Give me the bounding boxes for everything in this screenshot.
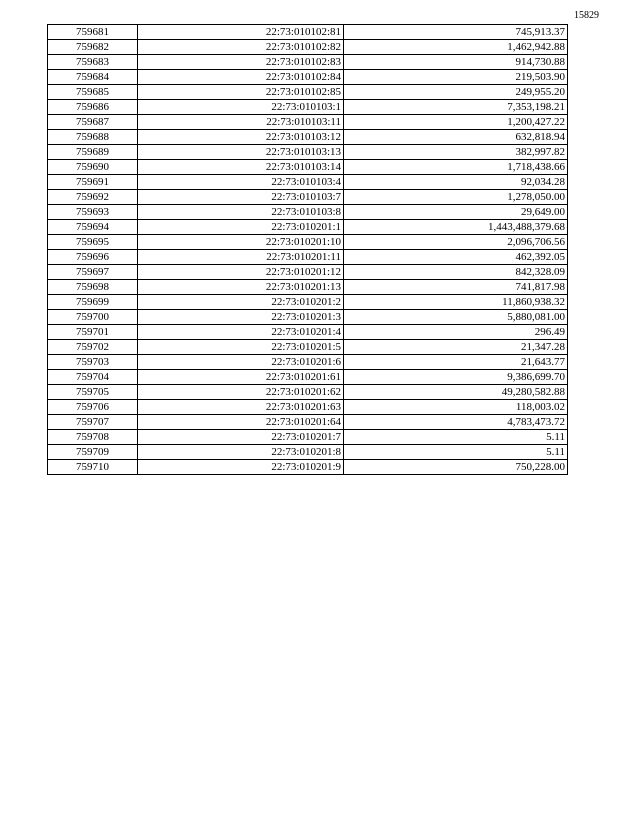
amount-cell: 219,503.90 [344,70,568,85]
table-row [48,160,568,175]
cadastral-code-cell: 22:73:010103:4 [138,175,344,190]
row-id-cell: 759707 [48,415,138,430]
amount-cell: 842,328.09 [344,265,568,280]
ledger-table [47,24,568,475]
row-id-cell: 759692 [48,190,138,205]
table-row [48,55,568,70]
cadastral-code-cell: 22:73:010201:8 [138,445,344,460]
amount-cell: 5.11 [344,430,568,445]
row-id-cell: 759694 [48,220,138,235]
cadastral-code-cell: 22:73:010201:63 [138,400,344,415]
cadastral-code-cell: 22:73:010201:6 [138,355,344,370]
amount-cell: 1,462,942.88 [344,40,568,55]
table-row [48,85,568,100]
row-id-cell: 759696 [48,250,138,265]
table-row [48,190,568,205]
cadastral-code-cell: 22:73:010102:82 [138,40,344,55]
amount-cell: 21,643.77 [344,355,568,370]
amount-cell: 632,818.94 [344,130,568,145]
amount-cell: 249,955.20 [344,85,568,100]
row-id-cell: 759708 [48,430,138,445]
row-id-cell: 759709 [48,445,138,460]
table-row [48,400,568,415]
page-number: 15829 [574,10,599,21]
table-row [48,415,568,430]
cadastral-code-cell: 22:73:010102:83 [138,55,344,70]
cadastral-code-cell: 22:73:010201:62 [138,385,344,400]
table-row [48,325,568,340]
amount-cell: 2,096,706.56 [344,235,568,250]
amount-cell: 1,278,050.00 [344,190,568,205]
row-id-cell: 759702 [48,340,138,355]
row-id-cell: 759691 [48,175,138,190]
amount-cell: 914,730.88 [344,55,568,70]
row-id-cell: 759683 [48,55,138,70]
row-id-cell: 759688 [48,130,138,145]
amount-cell: 29,649.00 [344,205,568,220]
row-id-cell: 759701 [48,325,138,340]
table-row [48,355,568,370]
amount-cell: 92,034.28 [344,175,568,190]
cadastral-code-cell: 22:73:010103:12 [138,130,344,145]
cadastral-code-cell: 22:73:010201:3 [138,310,344,325]
amount-cell: 9,386,699.70 [344,370,568,385]
table-row [48,370,568,385]
cadastral-code-cell: 22:73:010201:9 [138,460,344,475]
row-id-cell: 759704 [48,370,138,385]
table-row [48,70,568,85]
cadastral-code-cell: 22:73:010201:1 [138,220,344,235]
amount-cell: 750,228.00 [344,460,568,475]
cadastral-code-cell: 22:73:010201:11 [138,250,344,265]
row-id-cell: 759698 [48,280,138,295]
table-row [48,175,568,190]
table-row [48,250,568,265]
cadastral-code-cell: 22:73:010103:7 [138,190,344,205]
cadastral-code-cell: 22:73:010201:2 [138,295,344,310]
row-id-cell: 759685 [48,85,138,100]
amount-cell: 118,003.02 [344,400,568,415]
table-row [48,385,568,400]
table-row [48,130,568,145]
row-id-cell: 759681 [48,25,138,40]
amount-cell: 4,783,473.72 [344,415,568,430]
table-row [48,235,568,250]
table-row [48,145,568,160]
row-id-cell: 759695 [48,235,138,250]
table-row [48,25,568,40]
row-id-cell: 759706 [48,400,138,415]
row-id-cell: 759687 [48,115,138,130]
row-id-cell: 759684 [48,70,138,85]
row-id-cell: 759705 [48,385,138,400]
row-id-cell: 759699 [48,295,138,310]
amount-cell: 49,280,582.88 [344,385,568,400]
cadastral-code-cell: 22:73:010201:4 [138,325,344,340]
cadastral-code-cell: 22:73:010103:13 [138,145,344,160]
amount-cell: 5,880,081.00 [344,310,568,325]
row-id-cell: 759710 [48,460,138,475]
table-row [48,265,568,280]
table-row [48,220,568,235]
row-id-cell: 759690 [48,160,138,175]
cadastral-code-cell: 22:73:010201:13 [138,280,344,295]
table-row [48,40,568,55]
row-id-cell: 759693 [48,205,138,220]
amount-cell: 462,392.05 [344,250,568,265]
table-row [48,205,568,220]
table-row [48,445,568,460]
cadastral-code-cell: 22:73:010102:84 [138,70,344,85]
cadastral-code-cell: 22:73:010201:12 [138,265,344,280]
row-id-cell: 759689 [48,145,138,160]
amount-cell: 382,997.82 [344,145,568,160]
cadastral-code-cell: 22:73:010201:64 [138,415,344,430]
cadastral-code-cell: 22:73:010103:11 [138,115,344,130]
table-row [48,115,568,130]
cadastral-code-cell: 22:73:010103:8 [138,205,344,220]
amount-cell: 1,200,427.22 [344,115,568,130]
cadastral-code-cell: 22:73:010201:10 [138,235,344,250]
amount-cell: 1,718,438.66 [344,160,568,175]
amount-cell: 11,860,938.32 [344,295,568,310]
cadastral-code-cell: 22:73:010103:14 [138,160,344,175]
cadastral-code-cell: 22:73:010201:5 [138,340,344,355]
row-id-cell: 759697 [48,265,138,280]
amount-cell: 21,347.28 [344,340,568,355]
amount-cell: 7,353,198.21 [344,100,568,115]
row-id-cell: 759686 [48,100,138,115]
cadastral-code-cell: 22:73:010102:85 [138,85,344,100]
ledger-table-body [48,25,568,475]
table-row [48,310,568,325]
table-row [48,295,568,310]
table-row [48,340,568,355]
row-id-cell: 759703 [48,355,138,370]
amount-cell: 741,817.98 [344,280,568,295]
cadastral-code-cell: 22:73:010103:1 [138,100,344,115]
cadastral-code-cell: 22:73:010102:81 [138,25,344,40]
amount-cell: 5.11 [344,445,568,460]
table-row [48,280,568,295]
table-row [48,100,568,115]
amount-cell: 1,443,488,379.68 [344,220,568,235]
row-id-cell: 759700 [48,310,138,325]
table-row [48,460,568,475]
amount-cell: 745,913.37 [344,25,568,40]
cadastral-code-cell: 22:73:010201:61 [138,370,344,385]
cadastral-code-cell: 22:73:010201:7 [138,430,344,445]
row-id-cell: 759682 [48,40,138,55]
amount-cell: 296.49 [344,325,568,340]
table-row [48,430,568,445]
